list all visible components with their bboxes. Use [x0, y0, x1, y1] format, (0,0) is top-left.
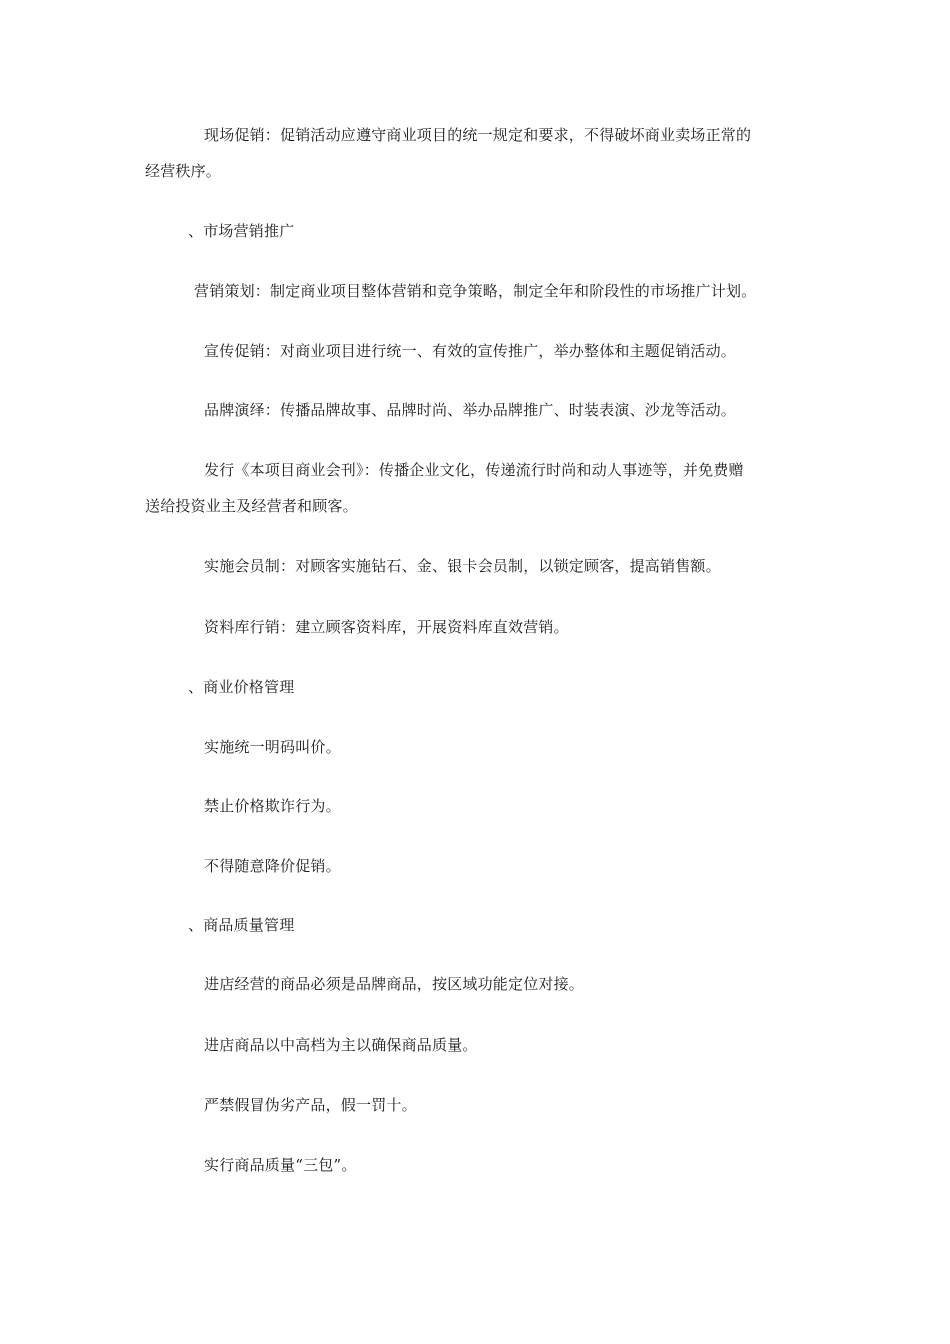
paragraph-brand-interpretation: 品牌演绎：传播品牌故事、品牌时尚、举办品牌推广、时装表演、沙龙等活动。 [204, 401, 737, 419]
onsite-promotion-line1: 现场促销：促销活动应遵守商业项目的统一规定和要求，不得破坏商业卖场正常的 [204, 126, 752, 144]
section-heading-price: 、商业价格管理 [188, 678, 295, 696]
paragraph-membership: 实施会员制：对顾客实施钻石、金、银卡会员制，以锁定顾客，提高销售额。 [204, 557, 721, 575]
section-heading-marketing: 、市场营销推广 [188, 222, 295, 240]
price-item: 不得随意降价促销。 [204, 857, 341, 875]
section-heading-quality: 、商品质量管理 [188, 916, 295, 934]
paragraph-journal-line2: 送给投资业主及经营者和顾客。 [145, 497, 358, 515]
quality-item: 严禁假冒伪劣产品，假一罚十。 [204, 1096, 417, 1114]
paragraph-journal-line1: 发行《本项目商业会刊》：传播企业文化，传递流行时尚和动人事迹等，并免费赠 [204, 461, 744, 479]
price-item: 禁止价格欺诈行为。 [204, 797, 341, 815]
onsite-promotion-line2: 经营秩序。 [145, 162, 222, 180]
paragraph-database-marketing: 资料库行销：建立顾客资料库，开展资料库直效营销。 [204, 618, 569, 636]
price-item: 实施统一明码叫价。 [204, 738, 341, 756]
quality-item: 进店商品以中高档为主以确保商品质量。 [204, 1036, 478, 1054]
quality-item: 进店经营的商品必须是品牌商品，按区域功能定位对接。 [204, 975, 585, 993]
quality-item: 实行商品质量“三包”。 [204, 1156, 357, 1174]
paragraph-marketing-planning: 营销策划：制定商业项目整体营销和竞争策略，制定全年和阶段性的市场推广计划。 [194, 282, 757, 300]
paragraph-publicity-promotion: 宣传促销：对商业项目进行统一、有效的宣传推广，举办整体和主题促销活动。 [204, 342, 737, 360]
